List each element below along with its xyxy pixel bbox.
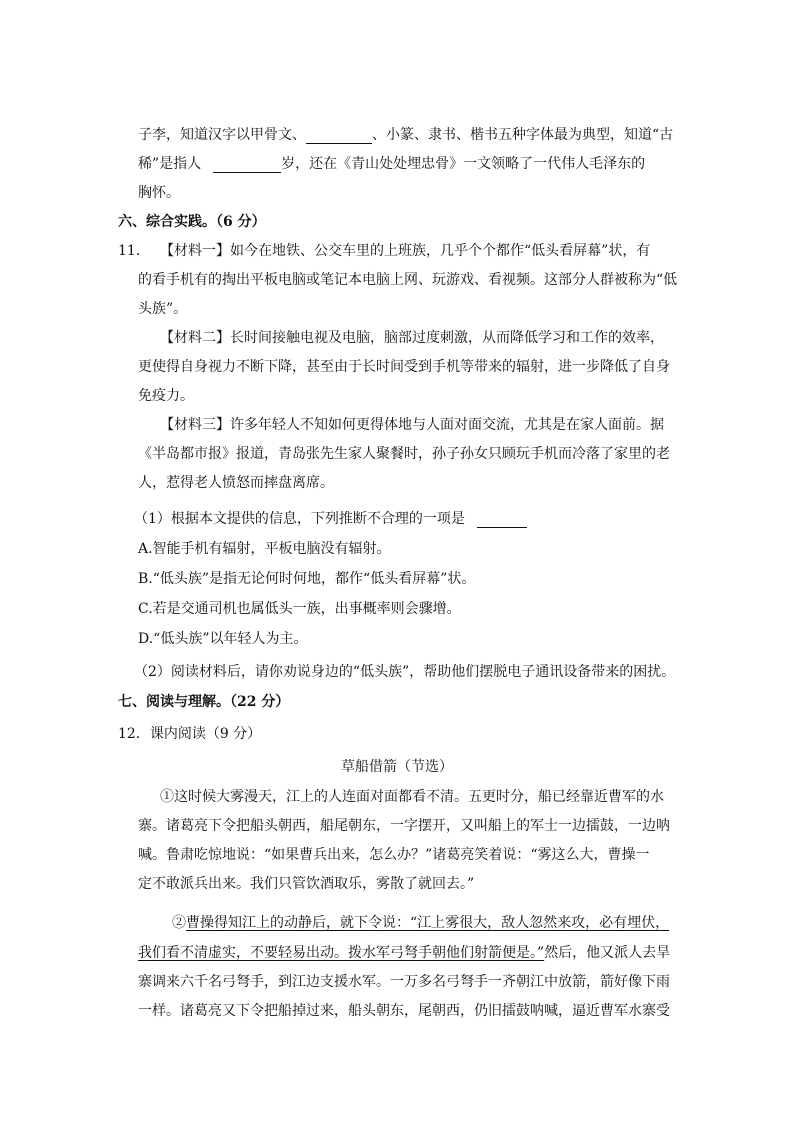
passage-p2-line-3: 寨调来六千名弓弩手，到江边支援水军。一万多名弓弩手一齐朝江中放箭，箭好像下雨 [138, 974, 670, 990]
sub-question-2: （2）阅读材料后，请你劝说身边的“低头族”，帮助他们摆脱电子通讯设备带来的困扰。 [134, 664, 676, 680]
material-3-line-2: 《半岛都市报》报道，青岛张先生家人聚餐时，孙子孙女只顾玩手机而冷落了家里的老 [138, 446, 670, 462]
passage-p1-line-3: 喊。鲁肃吃惊地说：“如果曹兵出来，怎么办？”诸葛亮笑着说：“雾这么大，曹操一 [138, 847, 650, 863]
fill-blank-2[interactable] [213, 158, 281, 173]
answer-blank[interactable] [477, 513, 527, 528]
prev-line-2: 稀”是指人 岁，还在《青山处处埋忠骨》一文领略了一代伟人毛泽东的 [138, 156, 646, 172]
option-d: D.“低头族”以年轻人为主。 [138, 631, 308, 647]
passage-p2-line-4: 一样。诸葛亮又下令把船掉过来，船头朝东，尾朝西，仍旧擂鼓呐喊，逼近曹军水寨受 [138, 1003, 670, 1019]
material-3-line-1: 【材料三】许多年轻人不知如何更得体地与人面对面交流，尤其是在家人面前。据 [160, 417, 664, 433]
prev-line-1: 子李，知道汉字以甲骨文、 、小篆、隶书、楷书五种字体最为典型，知道“古 [138, 127, 674, 143]
section-6-title: 六、综合实践。（6 分） [118, 214, 266, 230]
material-2-line-2: 更使得自身视力不断下降，甚至由于长时间受到手机等带来的辐射，进一步降低了自身 [138, 359, 670, 375]
option-c: C.若是交通司机也属低头一族，出事概率则会骤增。 [138, 601, 461, 617]
passage-p2-line-2: 我们看不清虚实，不要轻易出动。拨水军弓弩手朝他们射箭便是。”然后，他又派人去旱 [138, 945, 671, 961]
section-7-title: 七、阅读与理解。（22 分） [118, 694, 290, 710]
question-11-number: 11． [118, 243, 150, 259]
question-12-label: 12．课内阅读（9 分） [118, 726, 262, 742]
passage-p1-line-2: 寨。诸葛亮下令把船头朝西，船尾朝东，一字摆开，又叫船上的军士一边擂鼓，一边呐 [138, 818, 670, 834]
sub-question-1: （1）根据本文提供的信息，下列推断不合理的一项是 [134, 510, 527, 528]
material-2-line-3: 免疫力。 [138, 388, 194, 404]
passage-p1-line-1: ①这时候大雾漫天，江上的人连面对面都看不清。五更时分，船已经靠近曹军的水 [160, 789, 664, 805]
material-1-line-3: 头族”。 [138, 301, 188, 317]
material-3-line-3: 人，惹得老人愤怒而摔盘离席。 [138, 475, 334, 491]
prev-line-3: 胸怀。 [138, 185, 180, 201]
fill-blank-1[interactable] [306, 129, 372, 144]
passage-p1-line-4: 定不敢派兵出来。我们只管饮酒取乐，雾散了就回去。” [138, 876, 475, 892]
option-a: A.智能手机有辐射，平板电脑没有辐射。 [138, 541, 391, 557]
underlined-sentence-part-1: 曹操得知江上的动静后，就下令说：“江上雾很大，敌人忽然来攻，必有埋伏， [186, 915, 670, 931]
option-b: B.“低头族”是指无论何时何地，都作“低头看屏幕”状。 [138, 571, 476, 587]
passage-title: 草船借箭（节选） [341, 759, 453, 775]
material-1-line-2: 的看手机有的掏出平板电脑或笔记本电脑上网、玩游戏、看视频。这部分人群被称为“低 [138, 272, 678, 288]
material-2-line-1: 【材料二】长时间接触电视及电脑，脑部过度刺激，从而降低学习和工作的效率， [160, 330, 664, 346]
passage-p2-line-1: ②曹操得知江上的动静后，就下令说：“江上雾很大，敌人忽然来攻，必有埋伏， [172, 915, 670, 931]
underlined-sentence-part-2: 我们看不清虚实，不要轻易出动。拨水军弓弩手朝他们射箭便是。” [138, 945, 545, 961]
material-1-line-1: 【材料一】如今在地铁、公交车里的上班族，几乎个个都作“低头看屏幕”状，有 [160, 243, 651, 259]
